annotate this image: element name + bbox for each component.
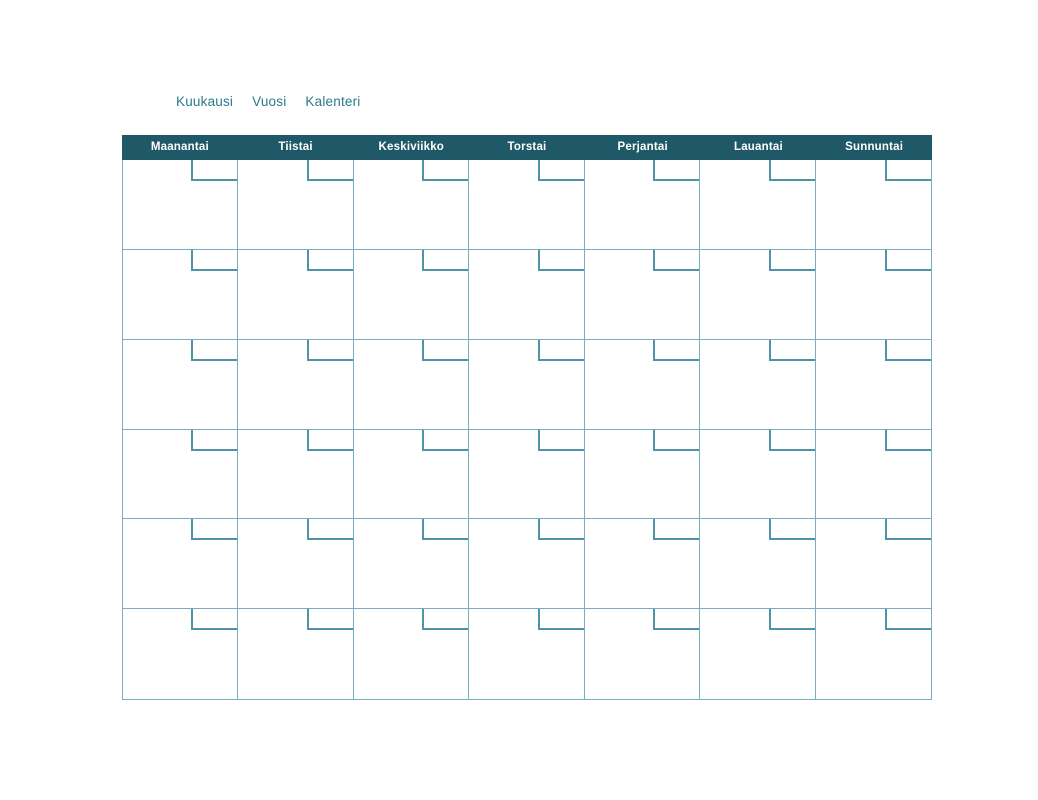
weekday-header-lauantai: Lauantai (733, 140, 783, 153)
date-number-box (538, 609, 584, 630)
date-number-box (422, 250, 468, 271)
date-number-box (885, 519, 931, 540)
weekday-header-perjantai: Perjantai (617, 140, 668, 153)
day-cell[interactable] (238, 609, 353, 699)
date-number-box (769, 430, 815, 451)
day-cell[interactable] (123, 160, 238, 250)
day-cell[interactable] (585, 430, 700, 520)
date-number-box (307, 160, 353, 181)
day-cell[interactable] (816, 250, 931, 340)
date-number-box (191, 340, 237, 361)
date-number-box (653, 609, 699, 630)
date-number-box (422, 340, 468, 361)
day-cell[interactable] (238, 340, 353, 430)
date-number-box (885, 340, 931, 361)
date-number-box (538, 250, 584, 271)
date-number-box (885, 250, 931, 271)
day-cell[interactable] (700, 160, 815, 250)
date-number-box (769, 250, 815, 271)
day-cell[interactable] (354, 609, 469, 699)
date-number-box (885, 430, 931, 451)
weekday-header-torstai: Torstai (507, 140, 547, 153)
date-number-box (191, 160, 237, 181)
date-number-box (885, 160, 931, 181)
day-cell[interactable] (123, 340, 238, 430)
day-cell[interactable] (700, 340, 815, 430)
tab-month[interactable]: Kuukausi (176, 94, 234, 109)
date-number-box (769, 340, 815, 361)
date-number-box (422, 519, 468, 540)
day-cell[interactable] (354, 160, 469, 250)
tab-year[interactable]: Vuosi (252, 94, 287, 109)
weekday-header-sunnuntai: Sunnuntai (845, 140, 904, 153)
day-cell[interactable] (816, 519, 931, 609)
date-number-box (422, 609, 468, 630)
date-number-box (307, 250, 353, 271)
date-number-box (307, 430, 353, 451)
day-cell[interactable] (469, 250, 584, 340)
day-cell[interactable] (700, 250, 815, 340)
day-cell[interactable] (469, 609, 584, 699)
date-number-box (422, 430, 468, 451)
tab-calendar[interactable]: Kalenteri (305, 94, 361, 109)
date-number-box (769, 160, 815, 181)
day-cell[interactable] (123, 609, 238, 699)
day-cell[interactable] (585, 519, 700, 609)
day-cell[interactable] (238, 250, 353, 340)
day-cell[interactable] (816, 340, 931, 430)
day-cell[interactable] (469, 430, 584, 520)
day-cell[interactable] (123, 519, 238, 609)
weekday-header-row (122, 135, 932, 160)
date-number-box (538, 430, 584, 451)
day-cell[interactable] (238, 519, 353, 609)
day-cell[interactable] (816, 609, 931, 699)
day-cell[interactable] (123, 250, 238, 340)
day-cell[interactable] (238, 430, 353, 520)
date-number-box (307, 519, 353, 540)
monthly-calendar (122, 135, 932, 700)
day-cell[interactable] (585, 340, 700, 430)
date-number-box (653, 430, 699, 451)
date-number-box (653, 340, 699, 361)
date-number-box (307, 609, 353, 630)
date-number-box (191, 430, 237, 451)
date-number-box (307, 340, 353, 361)
date-number-box (422, 160, 468, 181)
day-cell[interactable] (700, 609, 815, 699)
day-cell[interactable] (700, 519, 815, 609)
day-cell[interactable] (700, 430, 815, 520)
calendar-view-tabs (176, 94, 361, 109)
day-cell[interactable] (238, 160, 353, 250)
weekday-header-tiistai: Tiistai (278, 140, 313, 153)
date-number-box (653, 160, 699, 181)
day-cell[interactable] (585, 250, 700, 340)
day-cell[interactable] (469, 340, 584, 430)
day-cell[interactable] (354, 340, 469, 430)
date-number-box (191, 609, 237, 630)
day-cell[interactable] (816, 160, 931, 250)
day-cell[interactable] (123, 430, 238, 520)
day-cell[interactable] (469, 519, 584, 609)
date-number-box (653, 519, 699, 540)
date-number-box (538, 519, 584, 540)
day-cell[interactable] (354, 430, 469, 520)
date-number-box (538, 160, 584, 181)
day-cell[interactable] (354, 519, 469, 609)
date-number-box (885, 609, 931, 630)
date-number-box (191, 519, 237, 540)
date-number-box (538, 340, 584, 361)
day-cell[interactable] (469, 160, 584, 250)
weekday-header-keskiviikko: Keskiviikko (378, 140, 445, 153)
day-cell[interactable] (354, 250, 469, 340)
date-number-box (191, 250, 237, 271)
calendar-grid (122, 160, 932, 700)
date-number-box (769, 609, 815, 630)
day-cell[interactable] (585, 609, 700, 699)
date-number-box (653, 250, 699, 271)
date-number-box (769, 519, 815, 540)
day-cell[interactable] (816, 430, 931, 520)
weekday-header-maanantai: Maanantai (150, 140, 209, 153)
day-cell[interactable] (585, 160, 700, 250)
